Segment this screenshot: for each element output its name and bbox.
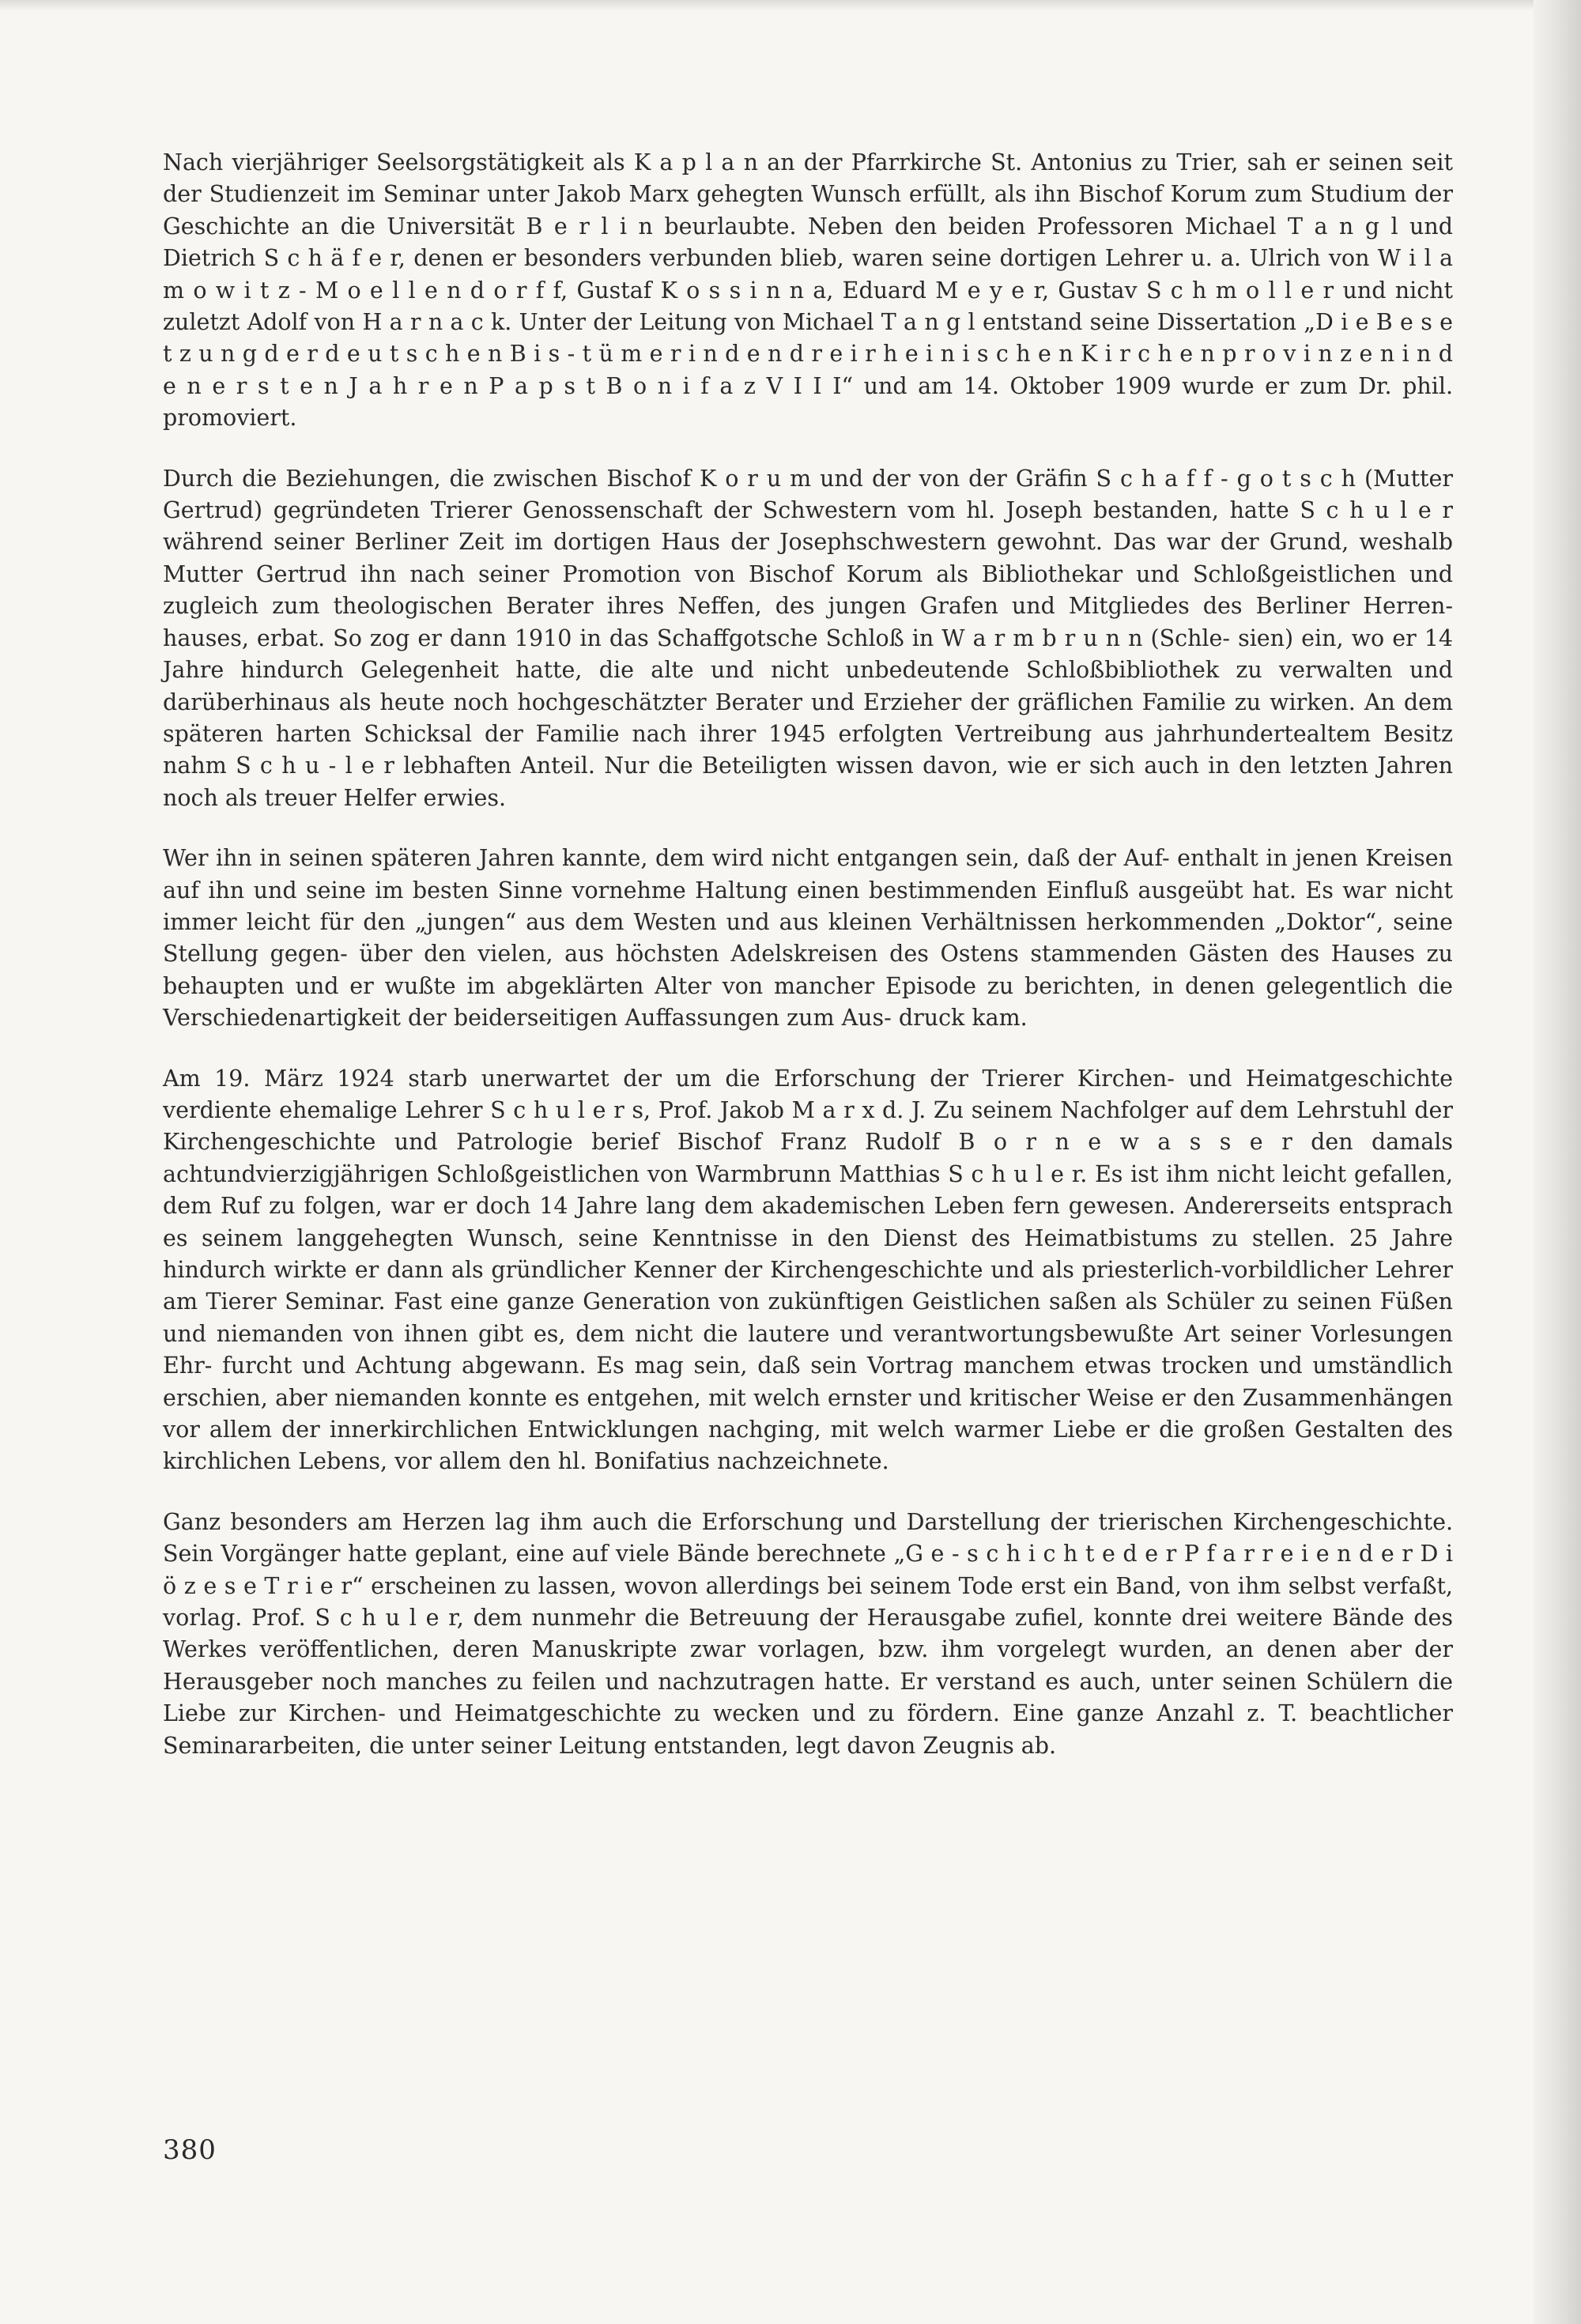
paragraph-warmbrunn: Durch die Beziehungen, die zwischen Bischof K o r u m und der von der Gräfin S c h a f f - g o t s c h (Mutter Gertrud) gegründeten Trierer Genossenschaft der Schwestern vom hl. Joseph bestanden, hatte S c h u l e r während seiner Berliner Zeit im dortigen Haus der Josephschwestern gewohnt. Das war der Grund, weshalb Mutter Gertrud ihn nach seiner Promotion von Bischof Korum als Bibliothekar und Schloßgeistlichen und zugleich zum theologischen Berater ihres Neffen, des jungen Grafen und Mitgliedes des Berliner Herren- hauses, erbat. So zog er dann 1910 in das Schaffgotsche Schloß in W a r m b r u n n (Schle- sien) ein, wo er 14 Jahre hindurch Gelegenheit hatte, die alte und nicht unbedeutende Schloßbibliothek zu verwalten und darüberhinaus als heute noch hochgeschätzter Berater und Erzieher der gräflichen Familie zu wirken. An dem späteren harten Schicksal der Familie nach ihrer 1945 erfolgten Vertreibung aus jahrhundertealtem Besitz nahm S c h u - l e r lebhaften Anteil. Nur die Beteiligten wissen davon, wie er sich auch in den letzten Jahren noch als treuer Helfer erwies.: [163, 465, 1453, 811]
body-text: [163, 147, 1453, 1790]
page-top-edge: [0, 0, 1581, 11]
paragraph-professorship: Am 19. März 1924 starb unerwartet der um die Erforschung der Trierer Kirchen- und Heimatgeschichte verdiente ehemalige Lehrer S c h u l e r s, Prof. Jakob M a r x d. J. Zu seinem Nachfolger auf dem Lehrstuhl der Kirchengeschichte und Patrologie berief Bischof Franz Rudolf B o r n e w a s s e r den damals achtundvierzigjährigen Schloßgeistlichen von Warmbrunn Matthias S c h u l e r. Es ist ihm nicht leicht gefallen, dem Ruf zu folgen, war er doch 14 Jahre lang dem akademischen Leben fern gewesen. Andererseits entsprach es seinem langgehegten Wunsch, seine Kenntnisse in den Dienst des Heimatbistums zu stellen. 25 Jahre hindurch wirkte er dann als gründlicher Kenner der Kirchengeschichte und als priesterlich-vorbildlicher Lehrer am Tierer Seminar. Fast eine ganze Generation von zukünftigen Geistlichen saßen als Schüler zu seinen Füßen und niemanden von ihnen gibt es, dem nicht die lautere und verantwortungsbewußte Art seiner Vorlesungen Ehr- furcht und Achtung abgewann. Es mag sein, daß sein Vortrag manchem etwas trocken und umständlich erschien, aber niemanden konnte es entgehen, mit welch ernster und kritischer Weise er den Zusammenhängen vor allem der innerkirchlichen Entwicklungen nachging, mit welch warmer Liebe er die großen Gestalten des kirchlichen Lebens, vor allem den hl. Bonifatius nachzeichnete.: [163, 1065, 1453, 1475]
page-number: 380: [163, 2134, 217, 2166]
page-gutter-shadow: [1534, 0, 1581, 2324]
paragraph-kaplan-berlin: Nach vierjähriger Seelsorgstätigkeit als K a p l a n an der Pfarrkirche St. Antonius zu Trier, sah er seinen seit der Studienzeit im Seminar unter Jakob Marx gehegten Wunsch erfüllt, als ihn Bischof Korum zum Studium der Geschichte an die Universität B e r l i n beurlaubte. Neben den beiden Professoren Michael T a n g l und Dietrich S c h ä f e r, denen er besonders verbunden blieb, waren seine dortigen Lehrer u. a. Ulrich von W i l a m o w i t z - M o e l l e n d o r f f, Gustaf K o s s i n n a, Eduard M e y e r, Gustav S c h m o l l e r und nicht zuletzt Adolf von H a r n a c k. Unter der Leitung von Michael T a n g l entstand seine Dissertation „D i e B e s e t z u n g d e r d e u t s c h e n B i s - t ü m e r i n d e n d r e i r h e i n i s c h e n K i r c h e n p r o v i n z e n i n d e n e r s t e n J a h r e n P a p s t B o n i f a z V I I I“ und am 14. Oktober 1909 wurde er zum Dr. phil. promoviert.: [163, 149, 1453, 432]
paragraph-later-years: Wer ihn in seinen späteren Jahren kannte, dem wird nicht entgangen sein, daß der Auf- enthalt in jenen Kreisen auf ihn und seine im besten Sinne vornehme Haltung einen bestimmenden Einfluß ausgeübt hat. Es war nicht immer leicht für den „jungen“ aus dem Westen und aus kleinen Verhältnissen herkommenden „Doktor“, seine Stellung gegen- über den vielen, aus höchsten Adelskreisen des Ostens stammenden Gästen des Hauses zu behaupten und er wußte im abgeklärten Alter von mancher Episode zu berichten, in denen gelegentlich die Verschiedenartigkeit der beiderseitigen Auffassungen zum Aus- druck kam.: [163, 845, 1453, 1032]
paragraph-church-history: Ganz besonders am Herzen lag ihm auch die Erforschung und Darstellung der trierischen Kirchengeschichte. Sein Vorgänger hatte geplant, eine auf viele Bände berechnete „G e - s c h i c h t e d e r P f a r r e i e n d e r D i ö z e s e T r i e r“ erscheinen zu lassen, wovon allerdings bei seinem Tode erst ein Band, von ihm selbst verfaßt, vorlag. Prof. S c h u l e r, dem nunmehr die Betreuung der Herausgabe zufiel, konnte drei weitere Bände des Werkes veröffentlichen, deren Manuskripte zwar vorlagen, bzw. ihm vorgelegt wurden, an denen aber der Herausgeber noch manches zu feilen und nachzutragen hatte. Er verstand es auch, unter seinen Schülern die Liebe zur Kirchen- und Heimatgeschichte zu wecken und zu fördern. Eine ganze Anzahl z. T. beachtlicher Seminararbeiten, die unter seiner Leitung entstanden, legt davon Zeugnis ab.: [163, 1508, 1453, 1759]
